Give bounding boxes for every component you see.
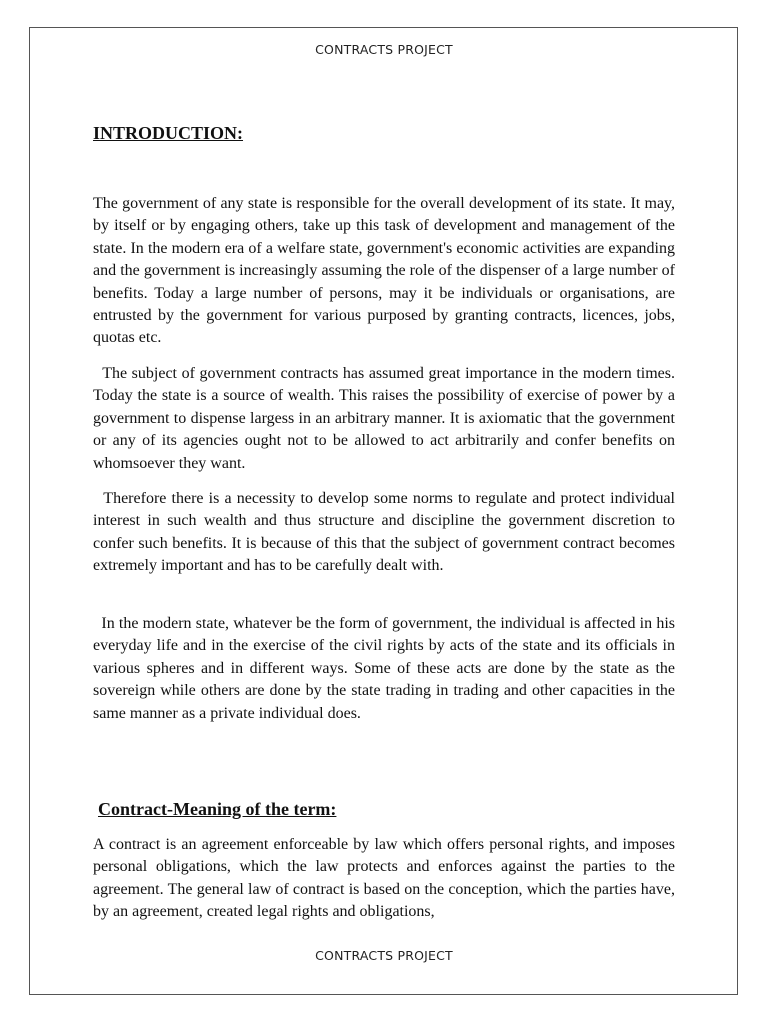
introduction-heading: INTRODUCTION: <box>93 123 244 143</box>
introduction-paragraph-1: The government of any state is responsible for the overall development of its state. It may, by itself or by engaging others, take up this task of development and management of the state. In the modern era of a welfare state, government's economic activities are expanding and the government is increasingly assuming the role of the dispenser of a large number of benefits. Today a large number of persons, may it be individuals or organisations, are entrusted by the government for various purposed by granting contracts, licences, jobs, quotas etc. <box>93 195 675 347</box>
introduction-paragraph-3: Therefore there is a necessity to develop some norms to regulate and protect individual interest in such wealth and thus structure and discipline the government discretion to confer such benefits. It is because of this that the subject of government contract becomes extremely important and has to be carefully dealt with. <box>93 490 675 575</box>
contract-meaning-paragraph: A contract is an agreement enforceable by law which offers personal rights, and imposes personal obligations, which the law protects and enforces against the parties to the agreement. The general law of contract is based on the conception, which the parties have, by an agreement, created legal rights and obligations, <box>93 836 675 921</box>
introduction-paragraph-2: The subject of government contracts has assumed great importance in the modern times. Today the state is a source of wealth. This raises the possibility of exercise of power by a government to dispense largess in an arbitrary manner. It is axiomatic that the government or any of its agencies ought not to be allowed to act arbitrarily and confer benefits on whomsoever they want. <box>93 365 675 472</box>
running-header: CONTRACTS PROJECT <box>315 42 453 57</box>
introduction-paragraph-4: In the modern state, whatever be the form of government, the individual is affected in his everyday life and in the exercise of the civil rights by acts of the state and its officials in various spheres and in different ways. Some of these acts are done by the state as the sovereign while others are done by the state trading in trading and other capacities in the same manner as a private individual does. <box>93 615 675 722</box>
running-footer: CONTRACTS PROJECT <box>315 948 453 963</box>
contract-meaning-heading: Contract-Meaning of the term: <box>98 799 337 819</box>
